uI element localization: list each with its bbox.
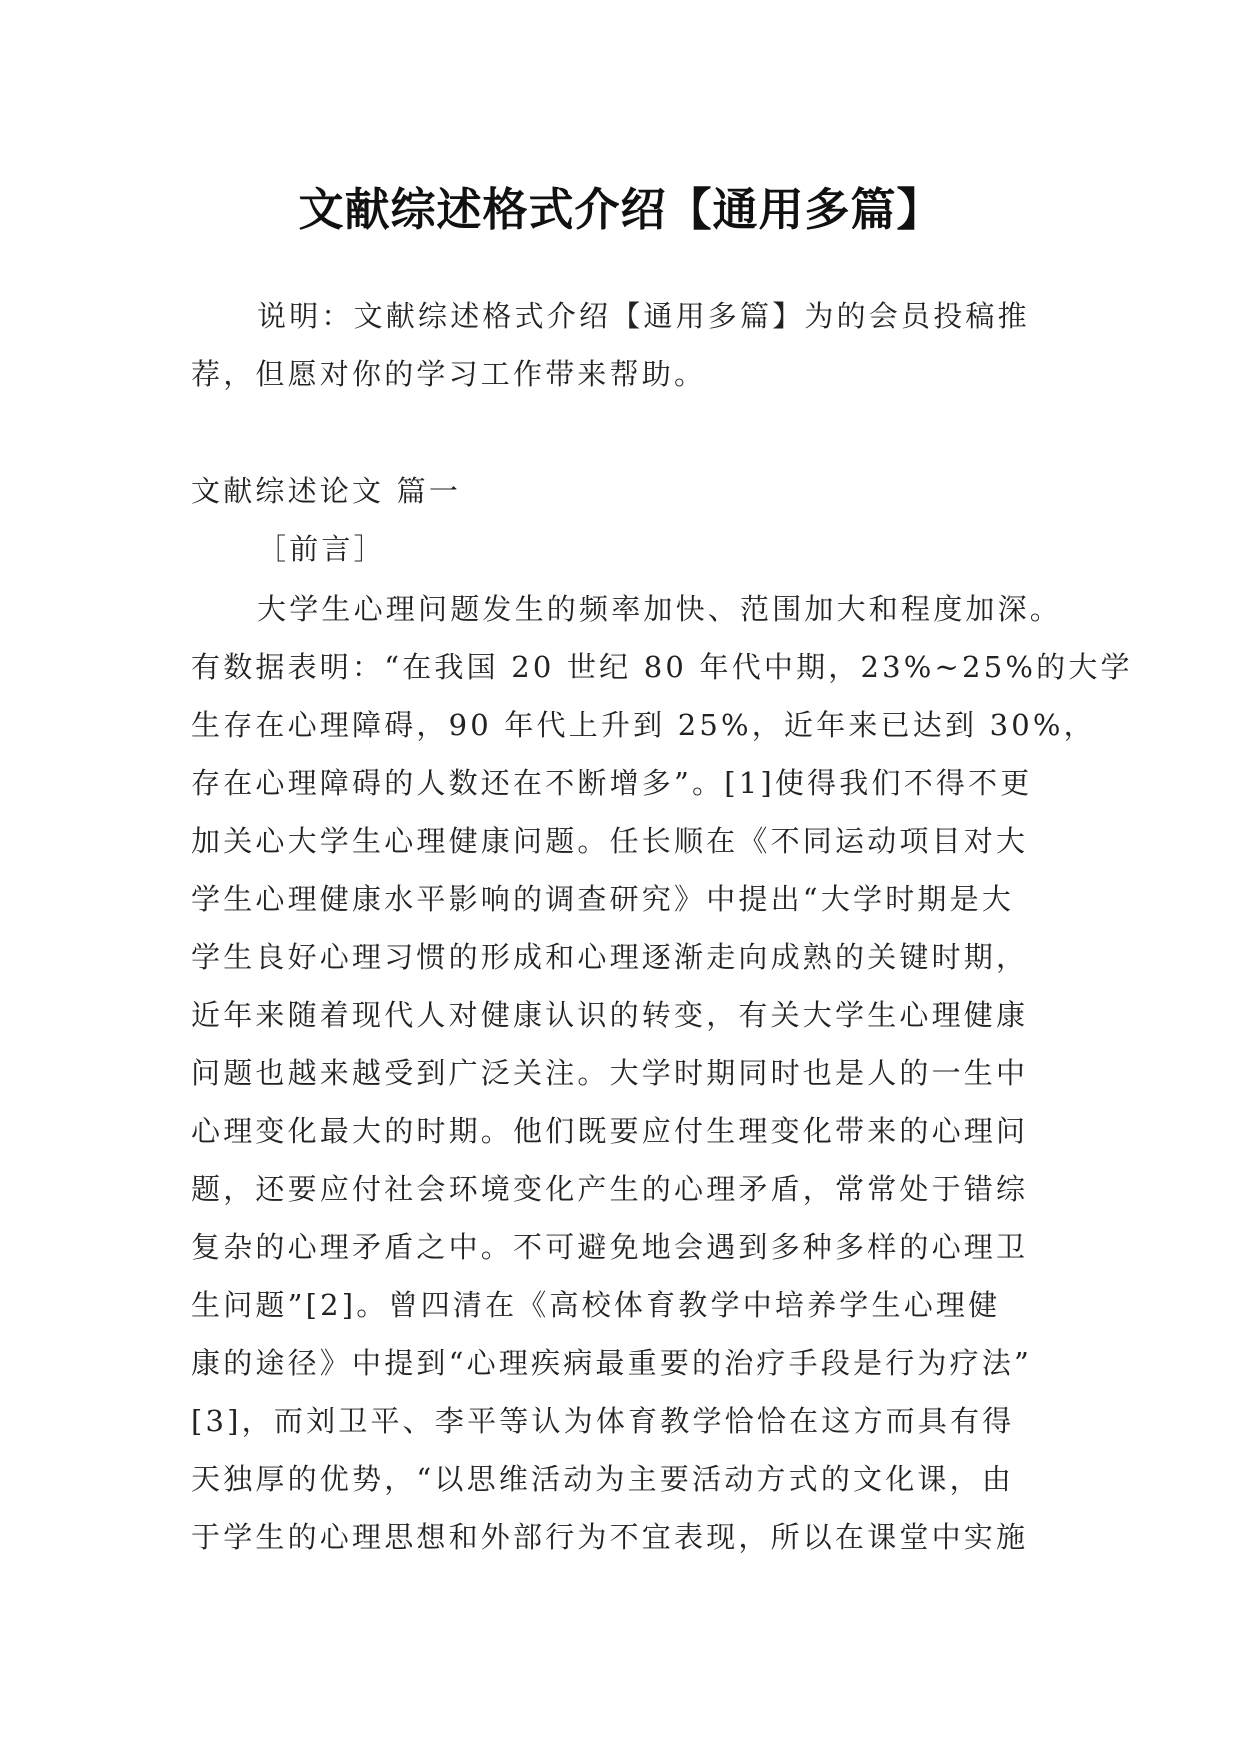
- intro-line-1: 说明：文献综述格式介绍【通用多篇】为的会员投稿推: [257, 299, 1030, 333]
- document-title: 文献综述格式介绍【通用多篇】: [298, 183, 943, 237]
- body-line-16: 天独厚的优势，“以思维活动为主要活动方式的文化课，由: [191, 1462, 1015, 1496]
- body-line-15: [3]，而刘卫平、李平等认为体育教学恰恰在这方而具有得: [191, 1404, 1015, 1438]
- preface-heading: ［前言］: [257, 532, 386, 566]
- intro-line-2: 荐，但愿对你的学习工作带来帮助。: [191, 357, 707, 391]
- body-line-3: 生存在心理障碍，90 年代上升到 25%，近年来已达到 30%，: [191, 708, 1096, 742]
- body-line-13: 生问题”[2]。曾四清在《高校体育教学中培养学生心理健: [191, 1288, 1001, 1322]
- body-line-17: 于学生的心理思想和外部行为不宜表现，所以在课堂中实施: [191, 1520, 1029, 1554]
- body-line-10: 心理变化最大的时期。他们既要应付生理变化带来的心理问: [191, 1114, 1029, 1148]
- body-line-9: 问题也越来越受到广泛关注。大学时期同时也是人的一生中: [191, 1056, 1029, 1090]
- section-heading: 文献综述论文 篇一: [191, 474, 462, 508]
- body-line-4: 存在心理障碍的人数还在不断增多”。[1]使得我们不得不更: [191, 766, 1033, 800]
- body-line-2: 有数据表明：“在我国 20 世纪 80 年代中期，23%~25%的大学: [191, 650, 1133, 684]
- body-line-7: 学生良好心理习惯的形成和心理逐渐走向成熟的关键时期，: [191, 940, 1029, 974]
- body-line-1: 大学生心理问题发生的频率加快、范围加大和程度加深。: [257, 592, 1063, 626]
- body-line-12: 复杂的心理矛盾之中。不可避免地会遇到多种多样的心理卫: [191, 1230, 1029, 1264]
- main-paragraph: [191, 580, 1133, 1566]
- body-line-5: 加关心大学生心理健康问题。任长顺在《不同运动项目对大: [191, 824, 1029, 858]
- intro-paragraph: [191, 287, 1051, 403]
- body-line-11: 题，还要应付社会环境变化产生的心理矛盾，常常处于错综: [191, 1172, 1029, 1206]
- body-line-14: 康的途径》中提到“心理疾病最重要的治疗手段是行为疗法”: [191, 1346, 1033, 1380]
- body-line-6: 学生心理健康水平影响的调查研究》中提出“大学时期是大: [191, 882, 1015, 916]
- body-line-8: 近年来随着现代人对健康认识的转变，有关大学生心理健康: [191, 998, 1029, 1032]
